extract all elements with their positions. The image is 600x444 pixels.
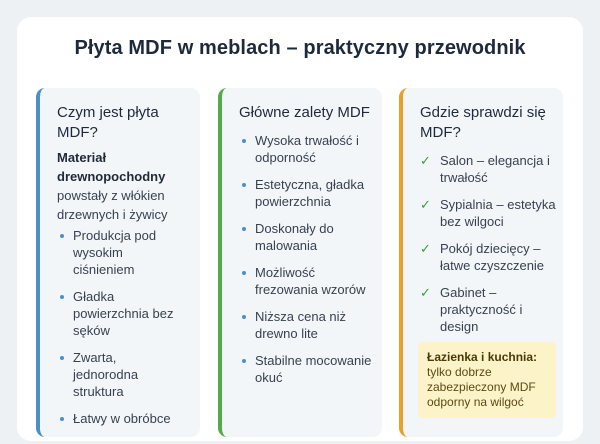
intro-bold: Materiał drewnopochodny [57, 150, 166, 184]
column-title: Gdzie sprawdzi się MDF? [420, 104, 546, 141]
intro-text [57, 148, 197, 224]
bullet-icon [60, 356, 64, 360]
bullet-icon [242, 271, 246, 275]
list-item [57, 288, 183, 339]
list-item [420, 240, 556, 274]
feature-list [57, 227, 183, 437]
list-item [420, 284, 556, 335]
list-item [239, 308, 373, 342]
intro-rest: powstały z włókien drzewnych i żywicy [57, 188, 168, 222]
list-item-text: Zwarta, jednorodna struktura [73, 350, 139, 399]
check-icon: ✓ [420, 285, 431, 300]
list-item [57, 227, 183, 278]
list-item-text: Sypialnia – estetyka bez wilgoci [440, 197, 556, 229]
list-item [420, 196, 556, 230]
column-advantages [218, 88, 382, 437]
list-item-text: Gabinet – praktyczność i design [440, 285, 523, 334]
infographic-card [17, 17, 583, 441]
note-rest: tylko dobrze zabezpieczony MDF odporny na wilgoć [427, 365, 536, 409]
list-item-text: Możliwość frezowania wzorów [255, 265, 366, 297]
list-item-text: Salon – elegancja i trwałość [440, 153, 550, 185]
list-item-text: Niższa cena niż drewno lite [255, 309, 347, 341]
bullet-icon [242, 315, 246, 319]
list-item-text: Stabilne mocowanie okuć [255, 353, 372, 385]
list-item-text: Pokój dziecięcy – łatwe czyszczenie [440, 241, 545, 273]
column-where-to-use [399, 88, 563, 437]
list-item [239, 176, 373, 210]
column-title: Główne zalety MDF [239, 104, 370, 121]
list-item [239, 264, 373, 298]
list-item-text: Gładka powierzchnia bez sęków [73, 289, 174, 338]
list-item [239, 220, 373, 254]
bullet-icon [60, 234, 64, 238]
list-item [239, 132, 373, 166]
note-bold: Łazienka i kuchnia: [427, 350, 538, 364]
advantages-list [239, 132, 373, 396]
list-item-text: Doskonały do malowania [255, 221, 334, 253]
list-item-text: Estetyczna, gładka powierzchnia [255, 177, 365, 209]
list-item [57, 349, 183, 400]
check-icon: ✓ [420, 197, 431, 212]
list-item [420, 152, 556, 186]
page-title: Płyta MDF w meblach – praktyczny przewodnik [74, 37, 526, 59]
bullet-icon [60, 295, 64, 299]
list-item-text: Łatwy w obróbce [73, 411, 171, 426]
warning-note [418, 342, 556, 418]
list-item [239, 352, 373, 386]
bullet-icon [242, 227, 246, 231]
check-icon: ✓ [420, 241, 431, 256]
column-what-is-mdf [36, 88, 200, 437]
list-item-text: Produkcja pod wysokim ciśnieniem [73, 228, 157, 277]
list-item [57, 410, 183, 427]
bullet-icon [242, 359, 246, 363]
rooms-list [420, 152, 556, 345]
list-item-text: Wysoka trwałość i odporność [255, 133, 359, 165]
bullet-icon [60, 417, 64, 421]
bullet-icon [242, 139, 246, 143]
check-icon: ✓ [420, 153, 431, 168]
column-title: Czym jest płyta MDF? [57, 104, 159, 141]
bullet-icon [242, 183, 246, 187]
